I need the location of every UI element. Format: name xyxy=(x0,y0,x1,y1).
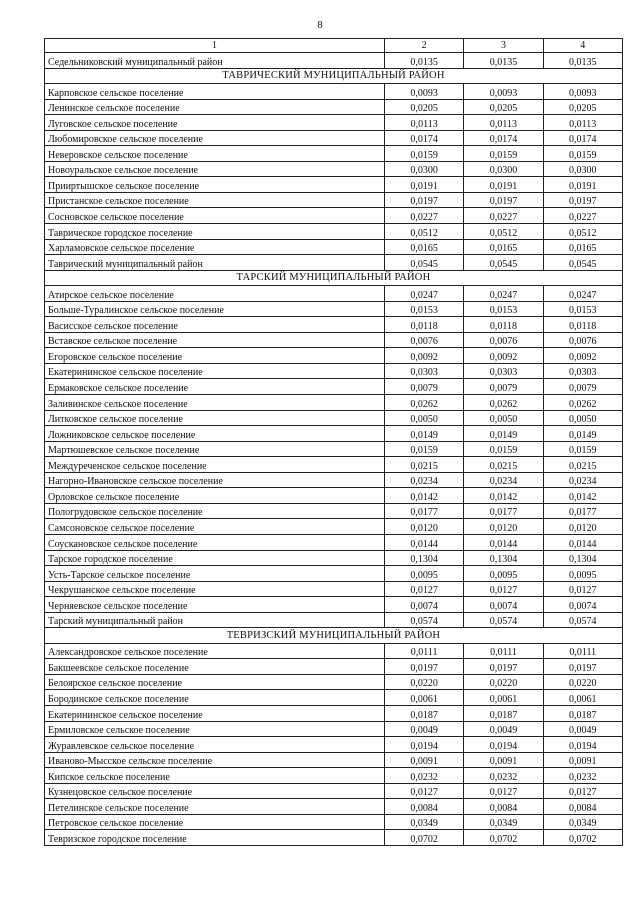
value-cell-col3: 0,0079 xyxy=(464,379,543,395)
value-cell-col3: 0,0074 xyxy=(464,597,543,613)
value-cell-col3: 0,0144 xyxy=(464,534,543,550)
value-cell-col2: 0,0118 xyxy=(385,317,464,333)
value-cell-col3: 0,0142 xyxy=(464,488,543,504)
settlement-name-cell: Луговское сельское поселение xyxy=(45,115,385,131)
value-cell-col3: 0,0349 xyxy=(464,814,543,830)
settlement-name-cell: Таврический муниципальный район xyxy=(45,255,385,271)
value-cell-col4: 0,0091 xyxy=(543,752,622,768)
value-cell-col2: 0,0220 xyxy=(385,674,464,690)
table-row xyxy=(45,659,623,675)
table-row xyxy=(45,53,623,69)
value-cell-col2: 0,0165 xyxy=(385,239,464,255)
value-cell-col3: 0,0093 xyxy=(464,84,543,100)
value-cell-col3: 0,0159 xyxy=(464,441,543,457)
value-cell-col2: 0,0093 xyxy=(385,84,464,100)
value-cell-col4: 0,0144 xyxy=(543,534,622,550)
table-row xyxy=(45,721,623,737)
table-row xyxy=(45,317,623,333)
value-cell-col2: 0,0050 xyxy=(385,410,464,426)
settlement-name-cell: Тевризское городское поселение xyxy=(45,830,385,846)
value-cell-col3: 0,0262 xyxy=(464,395,543,411)
value-cell-col2: 0,0144 xyxy=(385,534,464,550)
value-cell-col2: 0,0262 xyxy=(385,395,464,411)
settlement-name-cell: Петровское сельское поселение xyxy=(45,814,385,830)
value-cell-col3: 0,0303 xyxy=(464,363,543,379)
column-header: 2 xyxy=(385,39,464,53)
value-cell-col2: 0,0215 xyxy=(385,457,464,473)
value-cell-col4: 0,0092 xyxy=(543,348,622,364)
table-body xyxy=(45,39,623,846)
value-cell-col2: 0,0079 xyxy=(385,379,464,395)
value-cell-col3: 0,0127 xyxy=(464,581,543,597)
value-cell-col2: 0,0092 xyxy=(385,348,464,364)
value-cell-col3: 0,0076 xyxy=(464,332,543,348)
coefficients-table xyxy=(44,38,623,846)
settlement-name-cell: Белоярское сельское поселение xyxy=(45,674,385,690)
value-cell-col4: 0,0702 xyxy=(543,830,622,846)
value-cell-col2: 0,0113 xyxy=(385,115,464,131)
value-cell-col4: 0,0142 xyxy=(543,488,622,504)
settlement-name-cell: Неверовское сельское поселение xyxy=(45,146,385,162)
value-cell-col2: 0,0303 xyxy=(385,363,464,379)
value-cell-col3: 0,0050 xyxy=(464,410,543,426)
value-cell-col3: 0,0574 xyxy=(464,612,543,628)
value-cell-col4: 0,1304 xyxy=(543,550,622,566)
settlement-name-cell: Иваново-Мысское сельское поселение xyxy=(45,752,385,768)
value-cell-col3: 0,0118 xyxy=(464,317,543,333)
value-cell-col3: 0,0049 xyxy=(464,721,543,737)
settlement-name-cell: Ермиловское сельское поселение xyxy=(45,721,385,737)
value-cell-col4: 0,0111 xyxy=(543,643,622,659)
value-cell-col3: 0,0215 xyxy=(464,457,543,473)
settlement-name-cell: Бакшеевское сельское поселение xyxy=(45,659,385,675)
district-title: ТАВРИЧЕСКИЙ МУНИЦИПАЛЬНЫЙ РАЙОН xyxy=(45,68,623,84)
settlement-name-cell: Харламовское сельское поселение xyxy=(45,239,385,255)
value-cell-col4: 0,0061 xyxy=(543,690,622,706)
value-cell-col3: 0,0234 xyxy=(464,472,543,488)
table-row xyxy=(45,783,623,799)
value-cell-col3: 0,0545 xyxy=(464,255,543,271)
value-cell-col2: 0,0049 xyxy=(385,721,464,737)
value-cell-col4: 0,0177 xyxy=(543,503,622,519)
value-cell-col2: 0,0234 xyxy=(385,472,464,488)
settlement-name-cell: Бородинское сельское поселение xyxy=(45,690,385,706)
value-cell-col2: 0,0076 xyxy=(385,332,464,348)
table-row xyxy=(45,799,623,815)
settlement-name-cell: Мартюшевское сельское поселение xyxy=(45,441,385,457)
table-row xyxy=(45,581,623,597)
value-cell-col4: 0,0232 xyxy=(543,768,622,784)
district-section-header xyxy=(45,628,623,644)
table-row xyxy=(45,363,623,379)
value-cell-col3: 0,0227 xyxy=(464,208,543,224)
value-cell-col4: 0,0191 xyxy=(543,177,622,193)
value-cell-col2: 0,0120 xyxy=(385,519,464,535)
table-row xyxy=(45,768,623,784)
table-row xyxy=(45,192,623,208)
value-cell-col4: 0,0049 xyxy=(543,721,622,737)
settlement-name-cell: Егоровское сельское поселение xyxy=(45,348,385,364)
value-cell-col4: 0,0187 xyxy=(543,705,622,721)
settlement-name-cell: Ложниковское сельское поселение xyxy=(45,426,385,442)
value-cell-col3: 0,0174 xyxy=(464,130,543,146)
value-cell-col4: 0,0574 xyxy=(543,612,622,628)
table-row xyxy=(45,177,623,193)
page-number: 8 xyxy=(317,19,323,31)
settlement-name-cell: Кузнецовское сельское поселение xyxy=(45,783,385,799)
value-cell-col4: 0,0512 xyxy=(543,224,622,240)
value-cell-col3: 0,0300 xyxy=(464,161,543,177)
settlement-name-cell: Литковское сельское поселение xyxy=(45,410,385,426)
settlement-name-cell: Вставское сельское поселение xyxy=(45,332,385,348)
value-cell-col4: 0,0174 xyxy=(543,130,622,146)
value-cell-col3: 0,0159 xyxy=(464,146,543,162)
value-cell-col4: 0,0120 xyxy=(543,519,622,535)
settlement-name-cell: Любомировское сельское поселение xyxy=(45,130,385,146)
settlement-name-cell: Черняевское сельское поселение xyxy=(45,597,385,613)
settlement-name-cell: Соускановское сельское поселение xyxy=(45,534,385,550)
value-cell-col3: 0,0177 xyxy=(464,503,543,519)
table-row xyxy=(45,286,623,302)
value-cell-col3: 0,0702 xyxy=(464,830,543,846)
settlement-name-cell: Тарский муниципальный район xyxy=(45,612,385,628)
value-cell-col2: 0,0159 xyxy=(385,146,464,162)
value-cell-col4: 0,0220 xyxy=(543,674,622,690)
table-row xyxy=(45,737,623,753)
value-cell-col3: 0,0092 xyxy=(464,348,543,364)
value-cell-col4: 0,0050 xyxy=(543,410,622,426)
table-row xyxy=(45,814,623,830)
table-row xyxy=(45,597,623,613)
table-row xyxy=(45,115,623,131)
value-cell-col4: 0,0153 xyxy=(543,301,622,317)
value-cell-col3: 0,0512 xyxy=(464,224,543,240)
table-row xyxy=(45,457,623,473)
value-cell-col2: 0,0574 xyxy=(385,612,464,628)
value-cell-col2: 0,0074 xyxy=(385,597,464,613)
value-cell-col2: 0,0084 xyxy=(385,799,464,815)
table-row xyxy=(45,441,623,457)
settlement-name-cell: Заливинское сельское поселение xyxy=(45,395,385,411)
value-cell-col2: 0,0061 xyxy=(385,690,464,706)
settlement-name-cell: Карповское сельское поселение xyxy=(45,84,385,100)
value-cell-col2: 0,0247 xyxy=(385,286,464,302)
table-row xyxy=(45,612,623,628)
table-row xyxy=(45,752,623,768)
value-cell-col2: 0,0702 xyxy=(385,830,464,846)
table-row xyxy=(45,534,623,550)
value-cell-col4: 0,0127 xyxy=(543,581,622,597)
settlement-name-cell: Новоуральское сельское поселение xyxy=(45,161,385,177)
settlement-name-cell: Междуреченское сельское поселение xyxy=(45,457,385,473)
district-title: ТАРСКИЙ МУНИЦИПАЛЬНЫЙ РАЙОН xyxy=(45,270,623,286)
value-cell-col4: 0,0234 xyxy=(543,472,622,488)
table-row xyxy=(45,426,623,442)
value-cell-col3: 0,0205 xyxy=(464,99,543,115)
value-cell-col2: 0,0127 xyxy=(385,783,464,799)
table-row xyxy=(45,395,623,411)
settlement-name-cell: Александровское сельское поселение xyxy=(45,643,385,659)
value-cell-col2: 0,1304 xyxy=(385,550,464,566)
table-row xyxy=(45,410,623,426)
settlement-name-cell: Кипское сельское поселение xyxy=(45,768,385,784)
table-row xyxy=(45,146,623,162)
value-cell-col3: 0,0111 xyxy=(464,643,543,659)
value-cell-col2: 0,0153 xyxy=(385,301,464,317)
value-cell-col2: 0,0091 xyxy=(385,752,464,768)
value-cell-col2: 0,0187 xyxy=(385,705,464,721)
value-cell-col4: 0,0227 xyxy=(543,208,622,224)
value-cell-col4: 0,0194 xyxy=(543,737,622,753)
settlement-name-cell: Ленинское сельское поселение xyxy=(45,99,385,115)
value-cell-col4: 0,0159 xyxy=(543,441,622,457)
table-row xyxy=(45,488,623,504)
value-cell-col2: 0,0142 xyxy=(385,488,464,504)
value-cell-col4: 0,0127 xyxy=(543,783,622,799)
table-row xyxy=(45,566,623,582)
table-row xyxy=(45,84,623,100)
value-cell-col2: 0,0177 xyxy=(385,503,464,519)
table-row xyxy=(45,379,623,395)
value-cell-col3: 0,1304 xyxy=(464,550,543,566)
table-row xyxy=(45,674,623,690)
value-cell-col4: 0,0215 xyxy=(543,457,622,473)
value-cell-col3: 0,0095 xyxy=(464,566,543,582)
value-cell-col3: 0,0091 xyxy=(464,752,543,768)
district-title: ТЕВРИЗСКИЙ МУНИЦИПАЛЬНЫЙ РАЙОН xyxy=(45,628,623,644)
table-row xyxy=(45,255,623,271)
value-cell-col2: 0,0349 xyxy=(385,814,464,830)
value-cell-col2: 0,0205 xyxy=(385,99,464,115)
value-cell-col2: 0,0135 xyxy=(385,53,464,69)
value-cell-col2: 0,0197 xyxy=(385,192,464,208)
value-cell-col3: 0,0127 xyxy=(464,783,543,799)
value-cell-col2: 0,0127 xyxy=(385,581,464,597)
value-cell-col3: 0,0220 xyxy=(464,674,543,690)
table-row xyxy=(45,690,623,706)
column-header: 3 xyxy=(464,39,543,53)
value-cell-col3: 0,0187 xyxy=(464,705,543,721)
value-cell-col3: 0,0197 xyxy=(464,192,543,208)
settlement-name-cell: Пристанское сельское поселение xyxy=(45,192,385,208)
value-cell-col3: 0,0247 xyxy=(464,286,543,302)
value-cell-col2: 0,0300 xyxy=(385,161,464,177)
value-cell-col3: 0,0084 xyxy=(464,799,543,815)
value-cell-col2: 0,0545 xyxy=(385,255,464,271)
settlement-name-cell: Атирское сельское поселение xyxy=(45,286,385,302)
value-cell-col3: 0,0165 xyxy=(464,239,543,255)
settlement-name-cell: Самсоновское сельское поселение xyxy=(45,519,385,535)
value-cell-col2: 0,0194 xyxy=(385,737,464,753)
table-row xyxy=(45,99,623,115)
settlement-name-cell: Пологрудовское сельское поселение xyxy=(45,503,385,519)
settlement-name-cell: Усть-Тарское сельское поселение xyxy=(45,566,385,582)
value-cell-col4: 0,0135 xyxy=(543,53,622,69)
value-cell-col4: 0,0262 xyxy=(543,395,622,411)
district-section-header xyxy=(45,270,623,286)
value-cell-col4: 0,0076 xyxy=(543,332,622,348)
settlement-name-cell: Прииртышское сельское поселение xyxy=(45,177,385,193)
settlement-name-cell: Петелинское сельское поселение xyxy=(45,799,385,815)
settlement-name-cell: Васисское сельское поселение xyxy=(45,317,385,333)
settlement-name-cell: Больше-Туралинское сельское поселение xyxy=(45,301,385,317)
table-row xyxy=(45,224,623,240)
value-cell-col2: 0,0149 xyxy=(385,426,464,442)
settlement-name-cell: Таврическое городское поселение xyxy=(45,224,385,240)
value-cell-col3: 0,0135 xyxy=(464,53,543,69)
settlement-name-cell: Ермаковское сельское поселение xyxy=(45,379,385,395)
value-cell-col4: 0,0300 xyxy=(543,161,622,177)
value-cell-col2: 0,0227 xyxy=(385,208,464,224)
table-row xyxy=(45,161,623,177)
value-cell-col3: 0,0153 xyxy=(464,301,543,317)
table-header-row xyxy=(45,39,623,53)
settlement-name-cell: Екатерининское сельское поселение xyxy=(45,363,385,379)
settlement-name-cell: Екатерининское сельское поселение xyxy=(45,705,385,721)
value-cell-col4: 0,0247 xyxy=(543,286,622,302)
value-cell-col3: 0,0061 xyxy=(464,690,543,706)
district-section-header xyxy=(45,68,623,84)
settlement-name-cell: Нагорно-Ивановское сельское поселение xyxy=(45,472,385,488)
table-row xyxy=(45,550,623,566)
value-cell-col4: 0,0165 xyxy=(543,239,622,255)
table-row xyxy=(45,503,623,519)
value-cell-col2: 0,0191 xyxy=(385,177,464,193)
value-cell-col4: 0,0074 xyxy=(543,597,622,613)
table-row xyxy=(45,705,623,721)
settlement-name-cell: Седельниковский муниципальный район xyxy=(45,53,385,69)
value-cell-col3: 0,0113 xyxy=(464,115,543,131)
value-cell-col4: 0,0079 xyxy=(543,379,622,395)
value-cell-col2: 0,0512 xyxy=(385,224,464,240)
value-cell-col3: 0,0149 xyxy=(464,426,543,442)
value-cell-col4: 0,0084 xyxy=(543,799,622,815)
table-row xyxy=(45,239,623,255)
value-cell-col4: 0,0205 xyxy=(543,99,622,115)
settlement-name-cell: Тарское городское поселение xyxy=(45,550,385,566)
table-row xyxy=(45,332,623,348)
value-cell-col3: 0,0232 xyxy=(464,768,543,784)
table-row xyxy=(45,301,623,317)
column-header: 4 xyxy=(543,39,622,53)
value-cell-col4: 0,0349 xyxy=(543,814,622,830)
value-cell-col4: 0,0303 xyxy=(543,363,622,379)
settlement-name-cell: Чекрушанское сельское поселение xyxy=(45,581,385,597)
table-row xyxy=(45,643,623,659)
value-cell-col4: 0,0113 xyxy=(543,115,622,131)
value-cell-col2: 0,0232 xyxy=(385,768,464,784)
value-cell-col2: 0,0174 xyxy=(385,130,464,146)
settlement-name-cell: Орловское сельское поселение xyxy=(45,488,385,504)
table-row xyxy=(45,208,623,224)
value-cell-col3: 0,0194 xyxy=(464,737,543,753)
value-cell-col4: 0,0159 xyxy=(543,146,622,162)
value-cell-col2: 0,0159 xyxy=(385,441,464,457)
settlement-name-cell: Сосновское сельское поселение xyxy=(45,208,385,224)
table-row xyxy=(45,519,623,535)
table-row xyxy=(45,830,623,846)
value-cell-col4: 0,0095 xyxy=(543,566,622,582)
value-cell-col2: 0,0197 xyxy=(385,659,464,675)
table-row xyxy=(45,348,623,364)
value-cell-col4: 0,0093 xyxy=(543,84,622,100)
value-cell-col4: 0,0118 xyxy=(543,317,622,333)
value-cell-col2: 0,0111 xyxy=(385,643,464,659)
value-cell-col4: 0,0197 xyxy=(543,659,622,675)
value-cell-col3: 0,0197 xyxy=(464,659,543,675)
table-row xyxy=(45,130,623,146)
table-row xyxy=(45,472,623,488)
value-cell-col4: 0,0149 xyxy=(543,426,622,442)
column-header: 1 xyxy=(45,39,385,53)
value-cell-col3: 0,0120 xyxy=(464,519,543,535)
value-cell-col3: 0,0191 xyxy=(464,177,543,193)
settlement-name-cell: Журавлевское сельское поселение xyxy=(45,737,385,753)
value-cell-col4: 0,0197 xyxy=(543,192,622,208)
value-cell-col4: 0,0545 xyxy=(543,255,622,271)
value-cell-col2: 0,0095 xyxy=(385,566,464,582)
